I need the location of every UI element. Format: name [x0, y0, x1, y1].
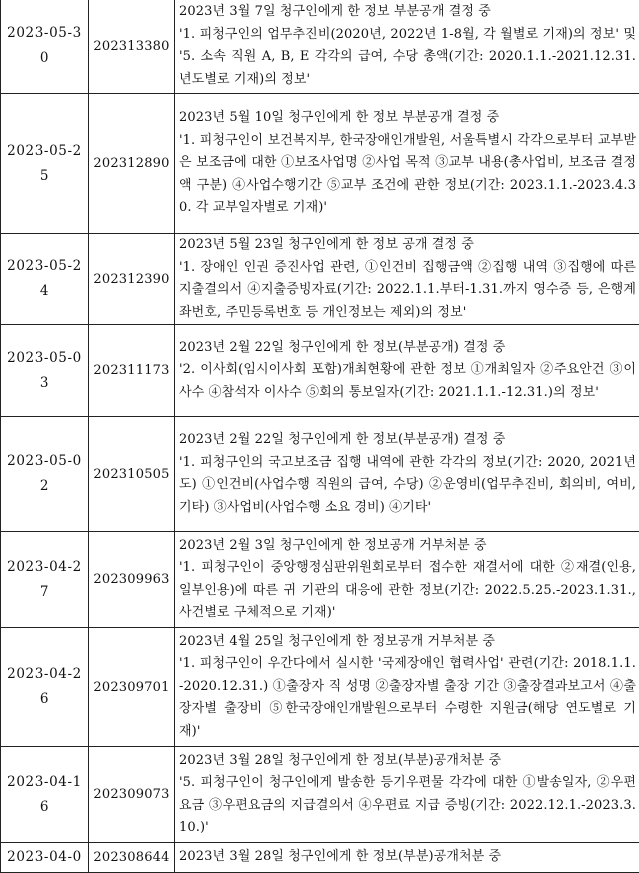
- decision-date-cell: 2023-04-0: [1, 843, 89, 873]
- case-number-cell: 202309073: [89, 747, 175, 843]
- description-cell: [175, 0, 639, 94]
- description-cell: [175, 747, 639, 843]
- case-number-cell: 202311173: [89, 325, 175, 417]
- requested-information: '1. 피청구인이 보건복지부, 한국장애인개발원, 서울특별시 각각으로부터 교부받은 보조금에 대한 ①보조사업명 ②사업 목적 ③교부 내용(총사업비, 보조금 결정액 구분) ④사업수행기간 ⑤교부 조건에 관한 정보(기간: 2023.1.1.-2023.4.30. 각 교부일자별로 기재)': [179, 130, 636, 220]
- description-cell: [175, 417, 639, 532]
- decision-summary: 2023년 3월 28일 청구인에게 한 정보(부분)공개처분 중: [179, 846, 636, 869]
- requested-information: '1. 피청구인의 업무추진비(2020년, 2022년 1-8월, 각 월별로 기재)의 정보' 및 '5. 소속 직원 A, B, E 각각의 급여, 수당 총액(기간: 2020.1.1.-2021.12.31. 년도별로 기재)의 정보': [179, 24, 636, 92]
- description-cell: [175, 325, 639, 417]
- case-number-cell: 202309701: [89, 628, 175, 747]
- decision-summary: 2023년 4월 25일 청구인에게 한 정보공개 거부처분 중: [179, 631, 636, 654]
- decision-summary: 2023년 5월 10일 청구인에게 한 정보 부분공개 결정 중: [179, 107, 636, 130]
- records-table-body: [1, 0, 639, 873]
- requested-information: '1. 피청구인이 우간다에서 실시한 '국제장애인 협력사업' 관련(기간: 2018.1.1.-2020.12.31.) ①출장자 직 성명 ②출장자별 출장 기간 ③출장결과보고서 ④출장자별 출장비 ⑤한국장애인개발원으로부터 수령한 지원금(해당 연도별로 기재)': [179, 653, 636, 743]
- description-cell: [175, 94, 639, 234]
- requested-information: '2. 이사회(임시이사회 포함)개최현황에 관한 정보 ①개최일자 ②주요안건 ③이사수 ④참석자 이사수 ⑤회의 통보일자(기간: 2021.1.1.-12.31.)의 정보': [179, 359, 636, 404]
- table-row: [1, 234, 639, 325]
- table-row: [1, 532, 639, 628]
- table-row: [1, 843, 639, 873]
- decision-date-cell: 2023-05-25: [1, 94, 89, 234]
- decision-summary: 2023년 3월 7일 청구인에게 한 정보 부분공개 결정 중: [179, 1, 636, 24]
- decision-summary: 2023년 2월 22일 청구인에게 한 정보(부분공개) 결정 중: [179, 429, 636, 452]
- decision-date-cell: 2023-04-26: [1, 628, 89, 747]
- requested-information: '1. 피청구인이 중앙행정심판위원회로부터 접수한 재결서에 대한 ②재결(인용, 일부인용)에 따른 귀 기관의 대응에 관한 정보(기간: 2022.5.25.-2023.1.31., 사건별로 구체적으로 기재)': [179, 557, 636, 625]
- table-row: [1, 94, 639, 234]
- decision-date-cell: 2023-05-03: [1, 325, 89, 417]
- decision-summary: 2023년 3월 28일 청구인에게 한 정보(부분)공개처분 중: [179, 750, 636, 773]
- case-number-cell: 202308644: [89, 843, 175, 873]
- table-row: [1, 628, 639, 747]
- case-number-cell: 202313380: [89, 0, 175, 94]
- case-number-cell: 202310505: [89, 417, 175, 532]
- description-cell: [175, 532, 639, 628]
- table-row: [1, 0, 639, 94]
- decision-summary: 2023년 2월 3일 청구인에게 한 정보공개 거부처분 중: [179, 535, 636, 558]
- description-cell: [175, 628, 639, 747]
- requested-information: '5. 피청구인이 청구인에게 발송한 등기우편물 각각에 대한 ①발송일자, ②우편요금 ③우편요금의 지급결의서 ④우편료 지급 증빙(기간: 2022.12.1.-2023.3.10.)': [179, 772, 636, 840]
- decision-date-cell: 2023-05-02: [1, 417, 89, 532]
- requested-information: '1. 장애인 인권 증진사업 관련, ①인건비 집행금액 ②집행 내역 ③집행에 따른 지출결의서 ④지출증빙자료(기간: 2022.1.1.부터-1.31.까지 영수증 등, 은행계좌번호, 주민등록번호 등 개인정보는 제외)의 정보': [179, 257, 636, 325]
- case-number-cell: 202309963: [89, 532, 175, 628]
- description-cell: [175, 234, 639, 325]
- decision-summary: 2023년 2월 22일 청구인에게 한 정보(부분공개) 결정 중: [179, 337, 636, 360]
- table-row: [1, 747, 639, 843]
- table-row: [1, 325, 639, 417]
- decision-date-cell: 2023-05-30: [1, 0, 89, 94]
- decision-summary: 2023년 5월 23일 청구인에게 한 정보 공개 결정 중: [179, 234, 636, 257]
- decision-date-cell: 2023-04-16: [1, 747, 89, 843]
- case-number-cell: 202312890: [89, 94, 175, 234]
- requested-information: '1. 피청구인의 국고보조금 집행 내역에 관한 각각의 정보(기간: 2020, 2021년도) ①인건비(사업수행 직원의 급여, 수당) ②운영비(업무추진비, 회의비, 여비, 기타) ③사업비(사업수행 소요 경비) ④기타': [179, 452, 636, 520]
- decision-date-cell: 2023-04-27: [1, 532, 89, 628]
- description-cell: [175, 843, 639, 873]
- decision-date-cell: 2023-05-24: [1, 234, 89, 325]
- case-number-cell: 202312390: [89, 234, 175, 325]
- table-row: [1, 417, 639, 532]
